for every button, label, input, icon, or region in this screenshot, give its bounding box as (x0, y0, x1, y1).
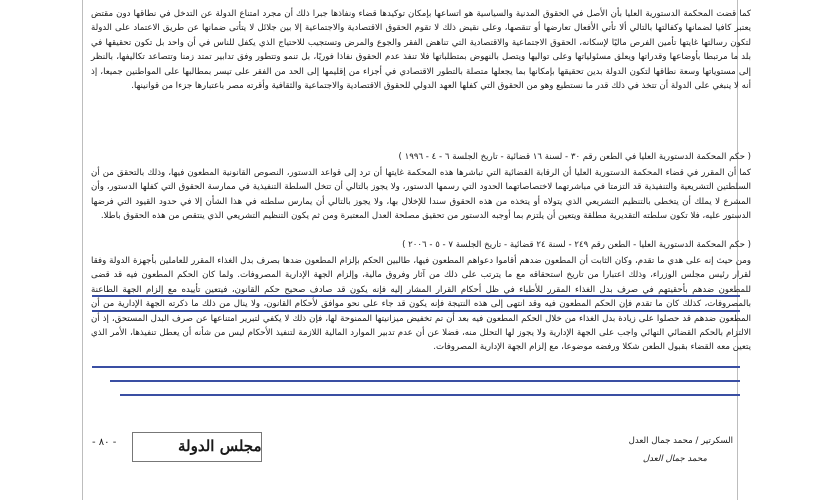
secretary-label: السكرتير / محمد جمال العدل (628, 436, 733, 446)
secretary-signature: محمد جمال العدل (642, 454, 707, 464)
paragraph-1: كما قضت المحكمة الدستورية العليا بأن الأصل في الحقوق المدنية والسياسية هو اتساعها بإمكان توكيدها قضاء ونفاذها جبرا ذلك أن مجرد امتناع الدولة عن التدخل في نطاقها دون مقتض يعتبر كافيا لضمانها وكفالتها بالتالي ألا تأتي الأفعال تعارضها أو تنقصها، وعلى نقيض ذلك لا تقوم الحقوق الاقتصادية والاجتماعية إلا بين جلائل لا يتأتى ضمانها عن طريق الاعتماد على الدولة لتكون رسالتها غايتها تأمين الفرص ماليًا لإسكانه، الحقوق الاجتماعية والاقتصادية التي تناهض الفقر والجوع والمرض وتستجيب للاحتياج الذي يكفل للناس في أن واحد بل تكون تحقيقها في بلد ما مرتبطا بأوضاعها وقدراتها ويعلق مسئولياتها وعلى تواليها ويتصل بالنهوض بمتطلباتها فلا تنفذ عدم الحقوق نفاذا فوريًا، بل تنمو وتتطور وفق تدابير تمتد زمنا وتتصاعد تكاليفها، بالنظر إلى مستوياتها وسعة نطاقها لتكون الدولة بدين تحقيقها بإمكانها بما يجعلها متصلة بالتطور الاقتصادي في أجزاء من إقليمها إلى الحد من الفقر على تيسر بمطالبها على المواطنين جميعا، إذ أنه لا ينبغي على الدولة أن تتخذ في ذلك قدر ما نستطيع وهو من الحقوق التي كفلها العهد الدولي للحقوق الاقتصادية والاجتماعية والثقافية وأقرته مصر باعتبارها جزءا من قوانينها. (91, 9, 751, 92)
blank-footer (0, 475, 825, 500)
council-of-state-seal: مجلس الدولة (178, 437, 262, 455)
left-margin-line (82, 0, 83, 500)
pen-underline (92, 295, 740, 297)
pen-underline (110, 380, 740, 382)
pen-underline (120, 394, 740, 396)
pen-underline (92, 310, 740, 312)
paragraph-2: كما أن المقرر في قضاء المحكمة الدستورية العليا أن الرقابة القضائية التي تباشرها هذه المحكمة غايتها أن ترد إلى قواعد الدستور، النصوص القانونية المطعون فيها، وذلك بالتحقق من أن السلطتين التشريعية والتنفيذية قد التزمتا في مباشرتهما لاختصاصاتهما الحدود التي رسمها الدستور، ولا يجوز بالتالي أن تتخل السلطة التنفيذية في ممارسة الحقوق التي كفلها الدستور، وأن المشرع لا يملك أن يتخطى بالتنظيم التشريعي الذي يتولاه أو يتخذه من هذه الحقوق سندا للإخلال بها، ولا يجوز بالتالي أن يمارس سلطته في هذا الشأن إلا في حدود القيود التي فرضها الدستور عليه، فلا تكون سلطته التقديرية مطلقة ويتعين أن يلتزم بما أوجبه الدستور من تحقيق مصلحة العدل المعتبرة ومن ثم يكون التنظيم التشريعي الذي ينتقص من هذه الحقوق باطلا. (91, 168, 751, 222)
citation-2: ( حكم المحكمة الدستورية العليا - الطعن رقم ٢٤٩ - لسنة ٢٤ قضائية - تاريخ الجلسة ٧ - ٥ - ٢٠٠٦ ) (402, 240, 751, 250)
paragraph-3: ومن حيث إنه على هدي ما تقدم، وكان الثابت أن المطعون ضدهم أقاموا دعواهم المطعون فيها، طالبين الحكم بإلزام المطعون ضدها بصرف بدل الغذاء المقرر للعاملين بأجهزة الدولة وفقا لقرار رئيس مجلس الوزراء، وذلك اعتبارا من تاريخ استحقاقه مع ما يترتب على ذلك من آثار وفروق مالية، وإلزام الجهة الإدارية المصروفات. ولما كان الحكم المطعون فيه قد قضى للمطعون ضدهم بأحقيتهم في صرف بدل الغذاء المقرر للأطباء في ظل أحكام القرار المشار إليه فإنه يكون قد صادف صحيح حكم القانون، فيتعين تأييده مع إلزام الجهة الطاعنة بالمصروفات، كذلك كان ما تقدم فإن الحكم المطعون فيه وقد انتهى إلى هذه النتيجة فإنه يكون قد جاء على نحو موافق لأحكام القانون، ولا ينال من ذلك ما ذكرته الجهة الإدارية من أن المطعون ضدهم قد حصلوا على زيادة بدل الغذاء من خلال الحكم المطعون فيه بعد أن تم تخفيض ميزانيتها الممنوحة لها، فإن ذلك لا يكفي لتبرير امتناعها عن صرف البدل المستحق، إذ أن الالتزام بالحكم القضائي النهائي واجب على الجهة الإدارية ولا يجوز لها التحلل منه، فضلا عن أن عدم تدبير الموارد المالية اللازمة لتنفيذ الأحكام ليس من شأنه أن يعطل تنفيذها، الأمر الذي يتعين معه القضاء بقبول الطعن شكلا ورفضه موضوعا، مع إلزام الجهة الإدارية المصروفات. (91, 256, 751, 353)
citation-1: ( حكم المحكمة الدستورية العليا في الطعن رقم ٣٠ - لسنة ١٦ قضائية - تاريخ الجلسة ٦ - ٤ - ١٩٩٦ ) (398, 152, 751, 162)
stamp-number: - ٨٠ - (92, 437, 117, 448)
pen-underline (92, 366, 740, 368)
